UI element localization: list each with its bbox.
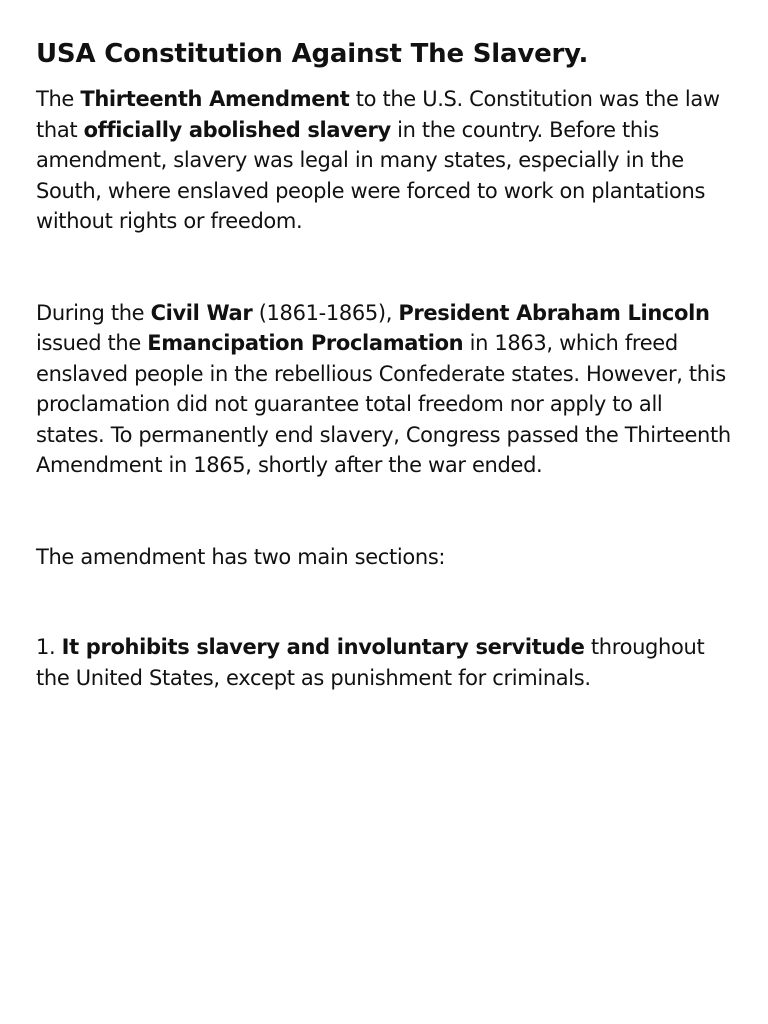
bold-text: President Abraham Lincoln <box>398 300 710 325</box>
page-title: USA Constitution Against The Slavery. <box>36 39 589 69</box>
bold-text: Civil War <box>150 300 253 325</box>
bold-text: Emancipation Proclamation <box>147 331 464 355</box>
paragraph-spacer <box>36 481 736 542</box>
text-segment: (1861-1865), <box>252 300 399 325</box>
paragraph-spacer <box>36 237 736 298</box>
paragraph-spacer <box>36 572 736 632</box>
bold-text: officially abolished slavery <box>83 117 391 142</box>
text-segment: issued the <box>36 331 148 355</box>
paragraph-thirteenth-amendment <box>36 84 736 237</box>
bold-text: Thirteenth Amendment <box>80 87 350 111</box>
list-number: 1. <box>36 635 62 659</box>
paragraph-civil-war <box>36 298 736 481</box>
document-page <box>36 36 736 693</box>
text-segment: to the U.S. Constitution was the law that <box>36 87 720 142</box>
paragraph-sections-intro: The amendment has two main sections: <box>36 544 446 569</box>
bold-text: It prohibits slavery and involuntary servitude <box>61 635 585 659</box>
text-segment: throughout the United States, except as punishment for criminals. <box>36 635 705 690</box>
text-segment: During the <box>36 300 151 325</box>
text-segment: in 1863, which freed enslaved people in the rebellious Confederate states. However, this proclamation did not guarantee total freedom nor apply to all states. To permanently end slavery, Congress passed the Thirteenth Amendment in 1865, shortly after the war ended. <box>36 331 731 477</box>
text-segment: The <box>36 87 81 111</box>
list-item <box>36 632 736 693</box>
text-segment: in the country. Before this amendment, slavery was legal in many states, especially in the South, where enslaved people were forced to work on plantations without rights or freedom. <box>36 117 706 233</box>
